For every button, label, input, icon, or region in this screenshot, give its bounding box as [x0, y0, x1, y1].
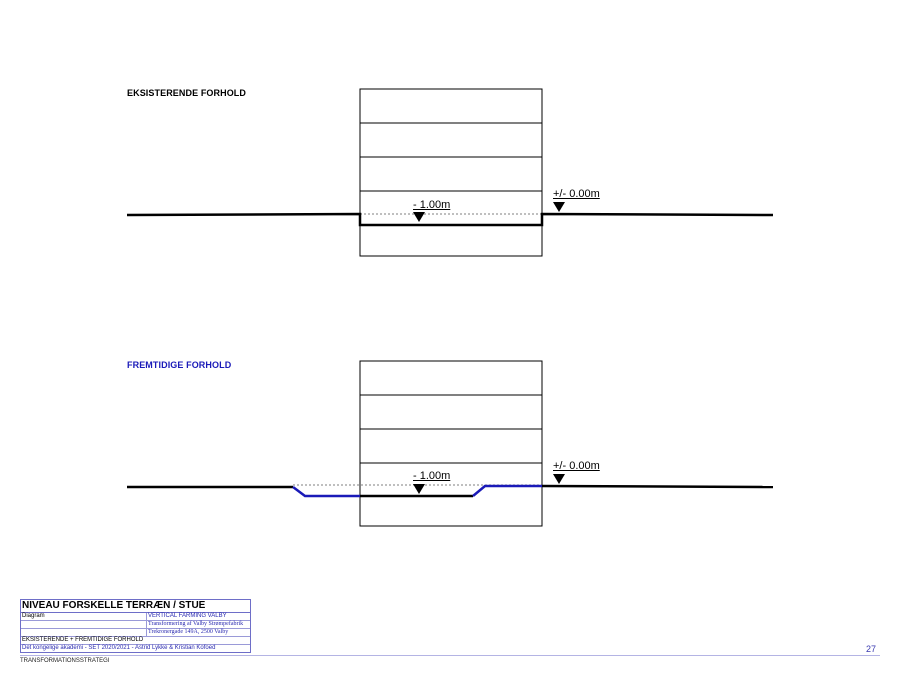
- title-block-heading: NIVEAU FORSKELLE TERRÆN / STUE: [21, 600, 250, 613]
- title-block-credits: Det kongelige akademi - SET 2020/2021 - Astrid Lykke & Kristian Kofoed: [22, 645, 216, 651]
- future-conditions-title: FREMTIDIGE FORHOLD: [127, 360, 232, 370]
- future-new-terrain-right: [473, 486, 542, 496]
- page-divider: [20, 655, 880, 656]
- title-block-row: [21, 629, 250, 637]
- title-block-empty-cell: [21, 629, 147, 636]
- footer-label: TRANSFORMATIONSSTRATEGI: [20, 658, 110, 664]
- title-block: [20, 599, 251, 653]
- future-building: [360, 361, 542, 526]
- existing-ground-level-label: +/- 0.00m: [553, 188, 600, 200]
- future-ground-level-label: +/- 0.00m: [553, 460, 600, 472]
- existing-building: [360, 89, 542, 256]
- title-block-empty-cell: [21, 621, 147, 628]
- page-number: 27: [866, 644, 877, 654]
- title-block-description: EKSISTERENDE + FREMTIDIGE FORHOLD: [22, 637, 144, 643]
- existing-ground-level-marker: [553, 202, 565, 212]
- future-ground-level-marker: [553, 474, 565, 484]
- future-lower-level-label: - 1.00m: [413, 470, 451, 482]
- future-terrain-right: [542, 486, 773, 487]
- title-block-row: [21, 613, 250, 621]
- existing-lower-level-marker: [413, 212, 425, 222]
- title-block-row: [21, 645, 250, 652]
- title-block-row: [21, 621, 250, 629]
- existing-lower-level-label: - 1.00m: [413, 199, 451, 211]
- title-block-type: Diagram: [21, 613, 147, 620]
- title-block-row: [21, 637, 250, 645]
- title-block-address: Trekronergade 149A, 2500 Valby: [148, 629, 229, 635]
- future-lower-level-marker: [413, 484, 425, 494]
- future-new-terrain-left: [293, 487, 360, 496]
- existing-conditions-title: EKSISTERENDE FORHOLD: [127, 88, 247, 98]
- existing-terrain-line: [127, 214, 773, 225]
- title-block-subtitle: Transformering af Valby Strømpefabrik: [148, 621, 244, 627]
- title-block-project: VERTICAL FARMING VALBY: [148, 613, 227, 619]
